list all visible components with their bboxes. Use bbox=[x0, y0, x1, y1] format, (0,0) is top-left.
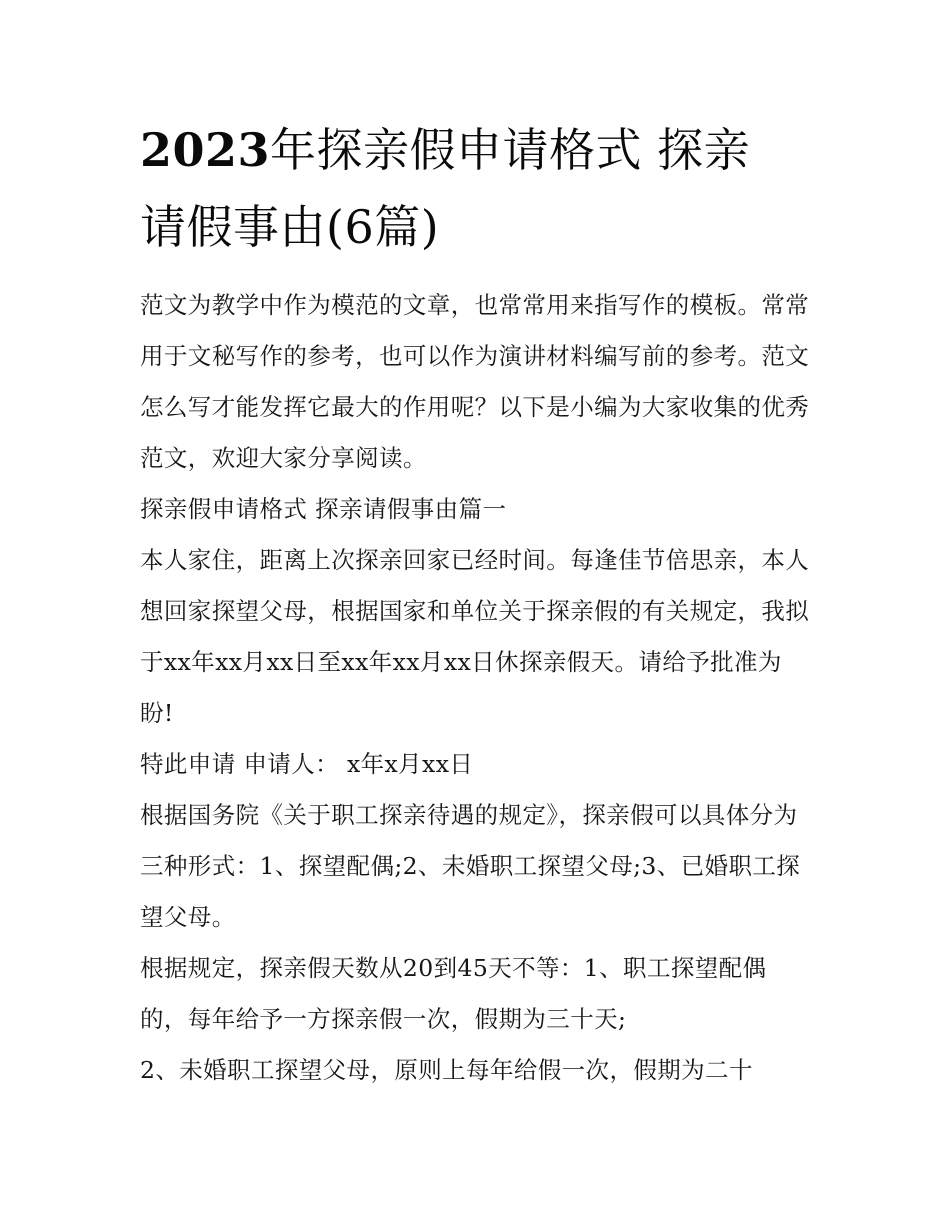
days-paragraph: 根据规定，探亲假天数从20到45天不等：1、职工探望配偶的，每年给予一方探亲假一次，假期为三十天; bbox=[140, 954, 767, 1033]
intro-paragraph: 范文为教学中作为模范的文章，也常常用来指写作的模板。常常用于文秘写作的参考，也可以作为演讲材料编写前的参考。范文怎么写才能发挥它最大的作用呢？以下是小编为大家收集的优秀范文，欢迎大家分享阅读。 bbox=[140, 291, 810, 472]
title-line2-text: 请假事由(6篇) bbox=[140, 200, 440, 254]
title-year: 2023 bbox=[140, 123, 271, 177]
unmarried-paragraph: 2、未婚职工探望父母，原则上每年给假一次，假期为二十 bbox=[140, 1056, 753, 1084]
signature-line: 特此申请 申请人： x年x月xx日 bbox=[140, 750, 474, 778]
regulation-paragraph: 根据国务院《关于职工探亲待遇的规定》，探亲假可以具体分为三种形式：1、探望配偶;2、未婚职工探望父母;3、已婚职工探望父母。 bbox=[140, 801, 801, 931]
section-heading: 探亲假申请格式 探亲请假事由篇一 bbox=[140, 495, 507, 523]
application-paragraph: 本人家住，距离上次探亲回家已经时间。每逢佳节倍思亲，本人想回家探望父母，根据国家和单位关于探亲假的有关规定，我拟于xx年xx月xx日至xx年xx月xx日休探亲假天。请给予批准为盼! bbox=[140, 546, 810, 727]
title-line1-text: 年探亲假申请格式 探亲 bbox=[270, 123, 751, 177]
document-body bbox=[140, 112, 812, 1096]
document-title bbox=[140, 112, 812, 266]
